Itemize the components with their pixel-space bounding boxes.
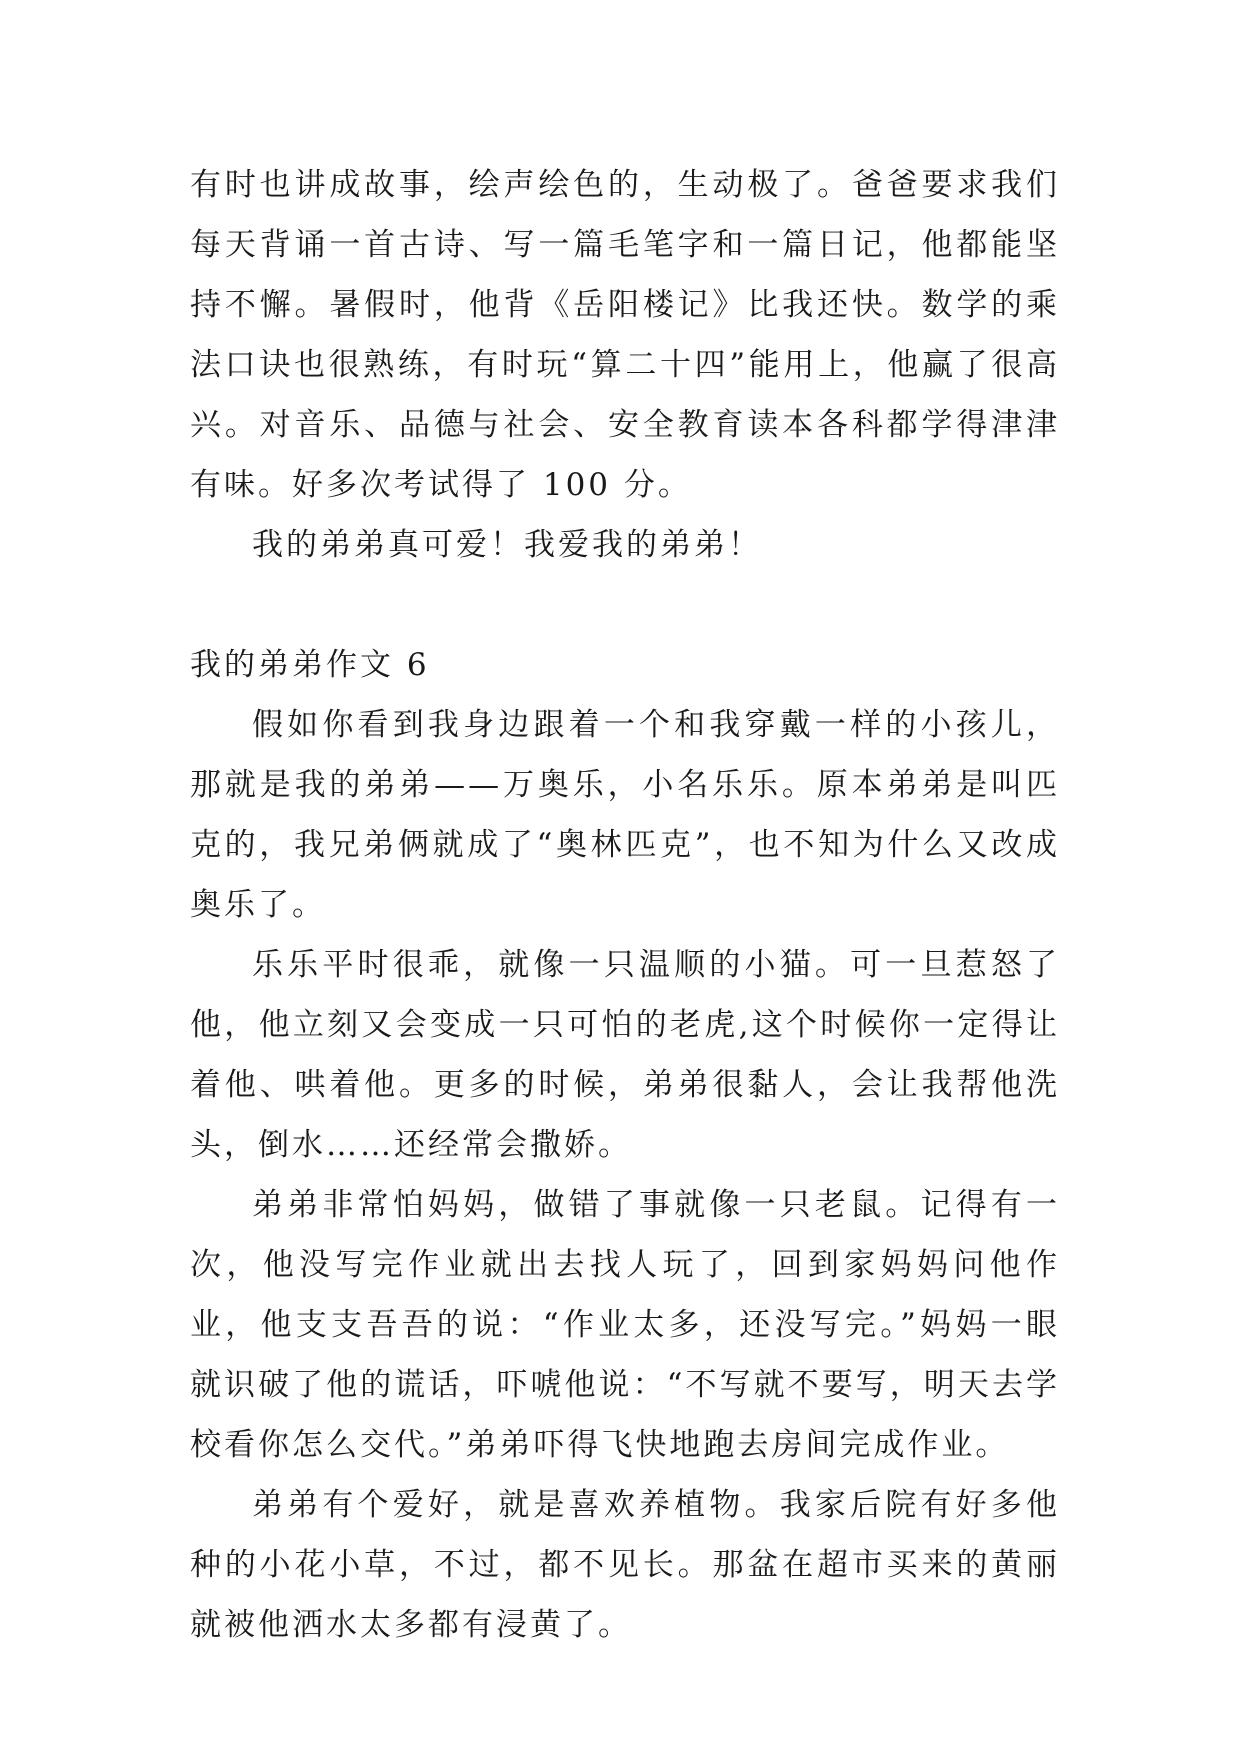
paragraph-closing: 我的弟弟真可爱！我爱我的弟弟！ — [252, 527, 762, 563]
section-title: 我的弟弟作文 6 — [190, 647, 430, 683]
paragraph-3: 弟弟非常怕妈妈，做错了事就像一只老鼠。记得有一次，他没写完作业就出去找人玩了，回到家妈妈问他作业，他支支吾吾的说：“作业太多，还没写完。”妈妈一眼就识破了他的谎话，吓唬他说：“不写就不要写，明天去学校看你怎么交代。”弟弟吓得飞快地跑去房间完成作业。 — [190, 1187, 1060, 1463]
document-body — [190, 155, 1060, 1655]
paragraph-2: 乐乐平时很乖，就像一只温顺的小猫。可一旦惹怒了他，他立刻又会变成一只可怕的老虎,这个时候你一定得让着他、哄着他。更多的时候，弟弟很黏人，会让我帮他洗头，倒水……还经常会撒娇。 — [190, 947, 1060, 1163]
paragraph-continued: 有时也讲成故事，绘声绘色的，生动极了。爸爸要求我们每天背诵一首古诗、写一篇毛笔字和一篇日记，他都能坚持不懈。暑假时，他背《岳阳楼记》比我还快。数学的乘法口诀也很熟练，有时玩“算二十四”能用上，他赢了很高兴。对音乐、品德与社会、安全教育读本各科都学得津津有味。好多次考试得了 100 分。 — [190, 167, 1060, 503]
paragraph-1: 假如你看到我身边跟着一个和我穿戴一样的小孩儿，那就是我的弟弟——万奥乐，小名乐乐。原本弟弟是叫匹克的，我兄弟俩就成了“奥林匹克”，也不知为什么又改成奥乐了。 — [190, 707, 1060, 923]
paragraph-4: 弟弟有个爱好，就是喜欢养植物。我家后院有好多他种的小花小草，不过，都不见长。那盆在超市买来的黄丽就被他洒水太多都有浸黄了。 — [190, 1487, 1060, 1643]
